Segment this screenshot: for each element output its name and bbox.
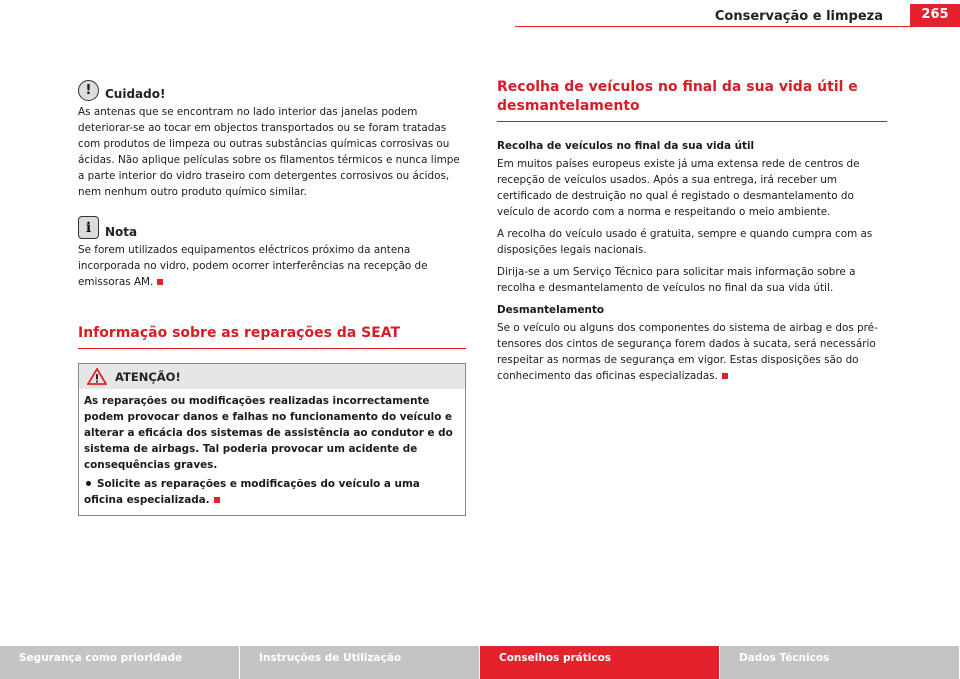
page-number: 265	[910, 4, 960, 26]
warning-label: ATENÇÃO!	[115, 369, 181, 384]
caution-block	[78, 80, 466, 200]
info-icon: i	[78, 216, 99, 239]
end-of-section-mark	[214, 497, 220, 503]
paragraph-2: A recolha do veículo usado é gratuita, sempre e quando cumpra com as disposições legais nacionais.	[497, 228, 873, 256]
header-rule	[515, 26, 960, 27]
exclamation-icon: !	[78, 80, 99, 101]
caution-label: Cuidado!	[105, 87, 166, 101]
section-title-recycling: Recolha de veículos no final da sua vida útil e desmantelamento	[497, 78, 887, 122]
note-label: Nota	[105, 225, 138, 239]
left-column	[78, 80, 466, 516]
end-of-section-mark	[722, 373, 728, 379]
subheading-dismantling: Desmantelamento	[497, 304, 605, 316]
note-header	[78, 216, 466, 239]
footer-tab-technical-data[interactable]: Dados Técnicos	[720, 646, 960, 679]
paragraph-3: Dirija-se a um Serviço Técnico para solicitar mais informação sobre a recolha e desmantelamento de veículos no final da sua vida útil.	[497, 266, 856, 294]
warning-triangle-icon	[87, 368, 107, 385]
subheading-collection: Recolha de veículos no final da sua vida útil	[497, 140, 755, 152]
bullet-icon	[86, 481, 91, 486]
footer-tab-practical-tips[interactable]: Conselhos práticos	[480, 646, 720, 679]
note-text	[78, 242, 466, 290]
footer-nav	[0, 646, 960, 679]
footer-tab-instructions[interactable]: Instruções de Utilização	[240, 646, 480, 679]
note-text-content: Se forem utilizados equipamentos eléctricos próximo da antena incorporada no vidro, podem ocorrer interferências na recepção de emissoras AM.	[78, 244, 428, 288]
caution-header	[78, 80, 466, 101]
warning-bullet-text: Solicite as reparações e modificações do veículo a uma oficina especializada.	[84, 478, 420, 506]
paragraph-4-text: Se o veículo ou alguns dos componentes do sistema de airbag e dos pré-tensores dos cintos de segurança forem dados à sucata, será necessário respeitar as normas de segurança em vigor. Estas disposições são do conhecimento das oficinas especializadas.	[497, 322, 878, 382]
warning-header	[79, 364, 465, 389]
right-column	[497, 78, 887, 390]
section-title-repairs: Informação sobre as reparações da SEAT	[78, 324, 466, 349]
note-block	[78, 216, 466, 290]
warning-bullet	[84, 476, 460, 508]
footer-tab-safety[interactable]: Segurança como prioridade	[0, 646, 240, 679]
caution-text: As antenas que se encontram no lado interior das janelas podem deteriorar-se ao tocar em objectos transportados ou se foram tratadas com produtos de limpeza ou outras substâncias químicas corrosivas ou ácidas. Não aplique películas sobre os filamentos térmicos e nunca limpe a parte interior do vidro traseiro com detergentes corrosivos ou ácidos, nem nenhum outro produto químico similar.	[78, 106, 460, 198]
warning-box	[78, 363, 466, 516]
chapter-title: Conservação e limpeza	[714, 9, 883, 24]
warning-body	[79, 389, 465, 515]
paragraph-4	[497, 320, 887, 384]
end-of-section-mark	[157, 279, 163, 285]
paragraph-1: Em muitos países europeus existe já uma extensa rede de centros de recepção de veículos usados. Após a sua entrega, irá receber um certificado de destruição no qual é registado o desmantelamento do veículo de acordo com a norma e respeitando o meio ambiente.	[497, 158, 860, 218]
warning-text: As reparações ou modificações realizadas incorrectamente podem provocar danos e falhas no funcionamento do veículo e alterar a eficácia dos sistemas de assistência ao condutor e do sistema de airbags. Tal poderia provocar um acidente de consequências graves.	[84, 395, 453, 471]
